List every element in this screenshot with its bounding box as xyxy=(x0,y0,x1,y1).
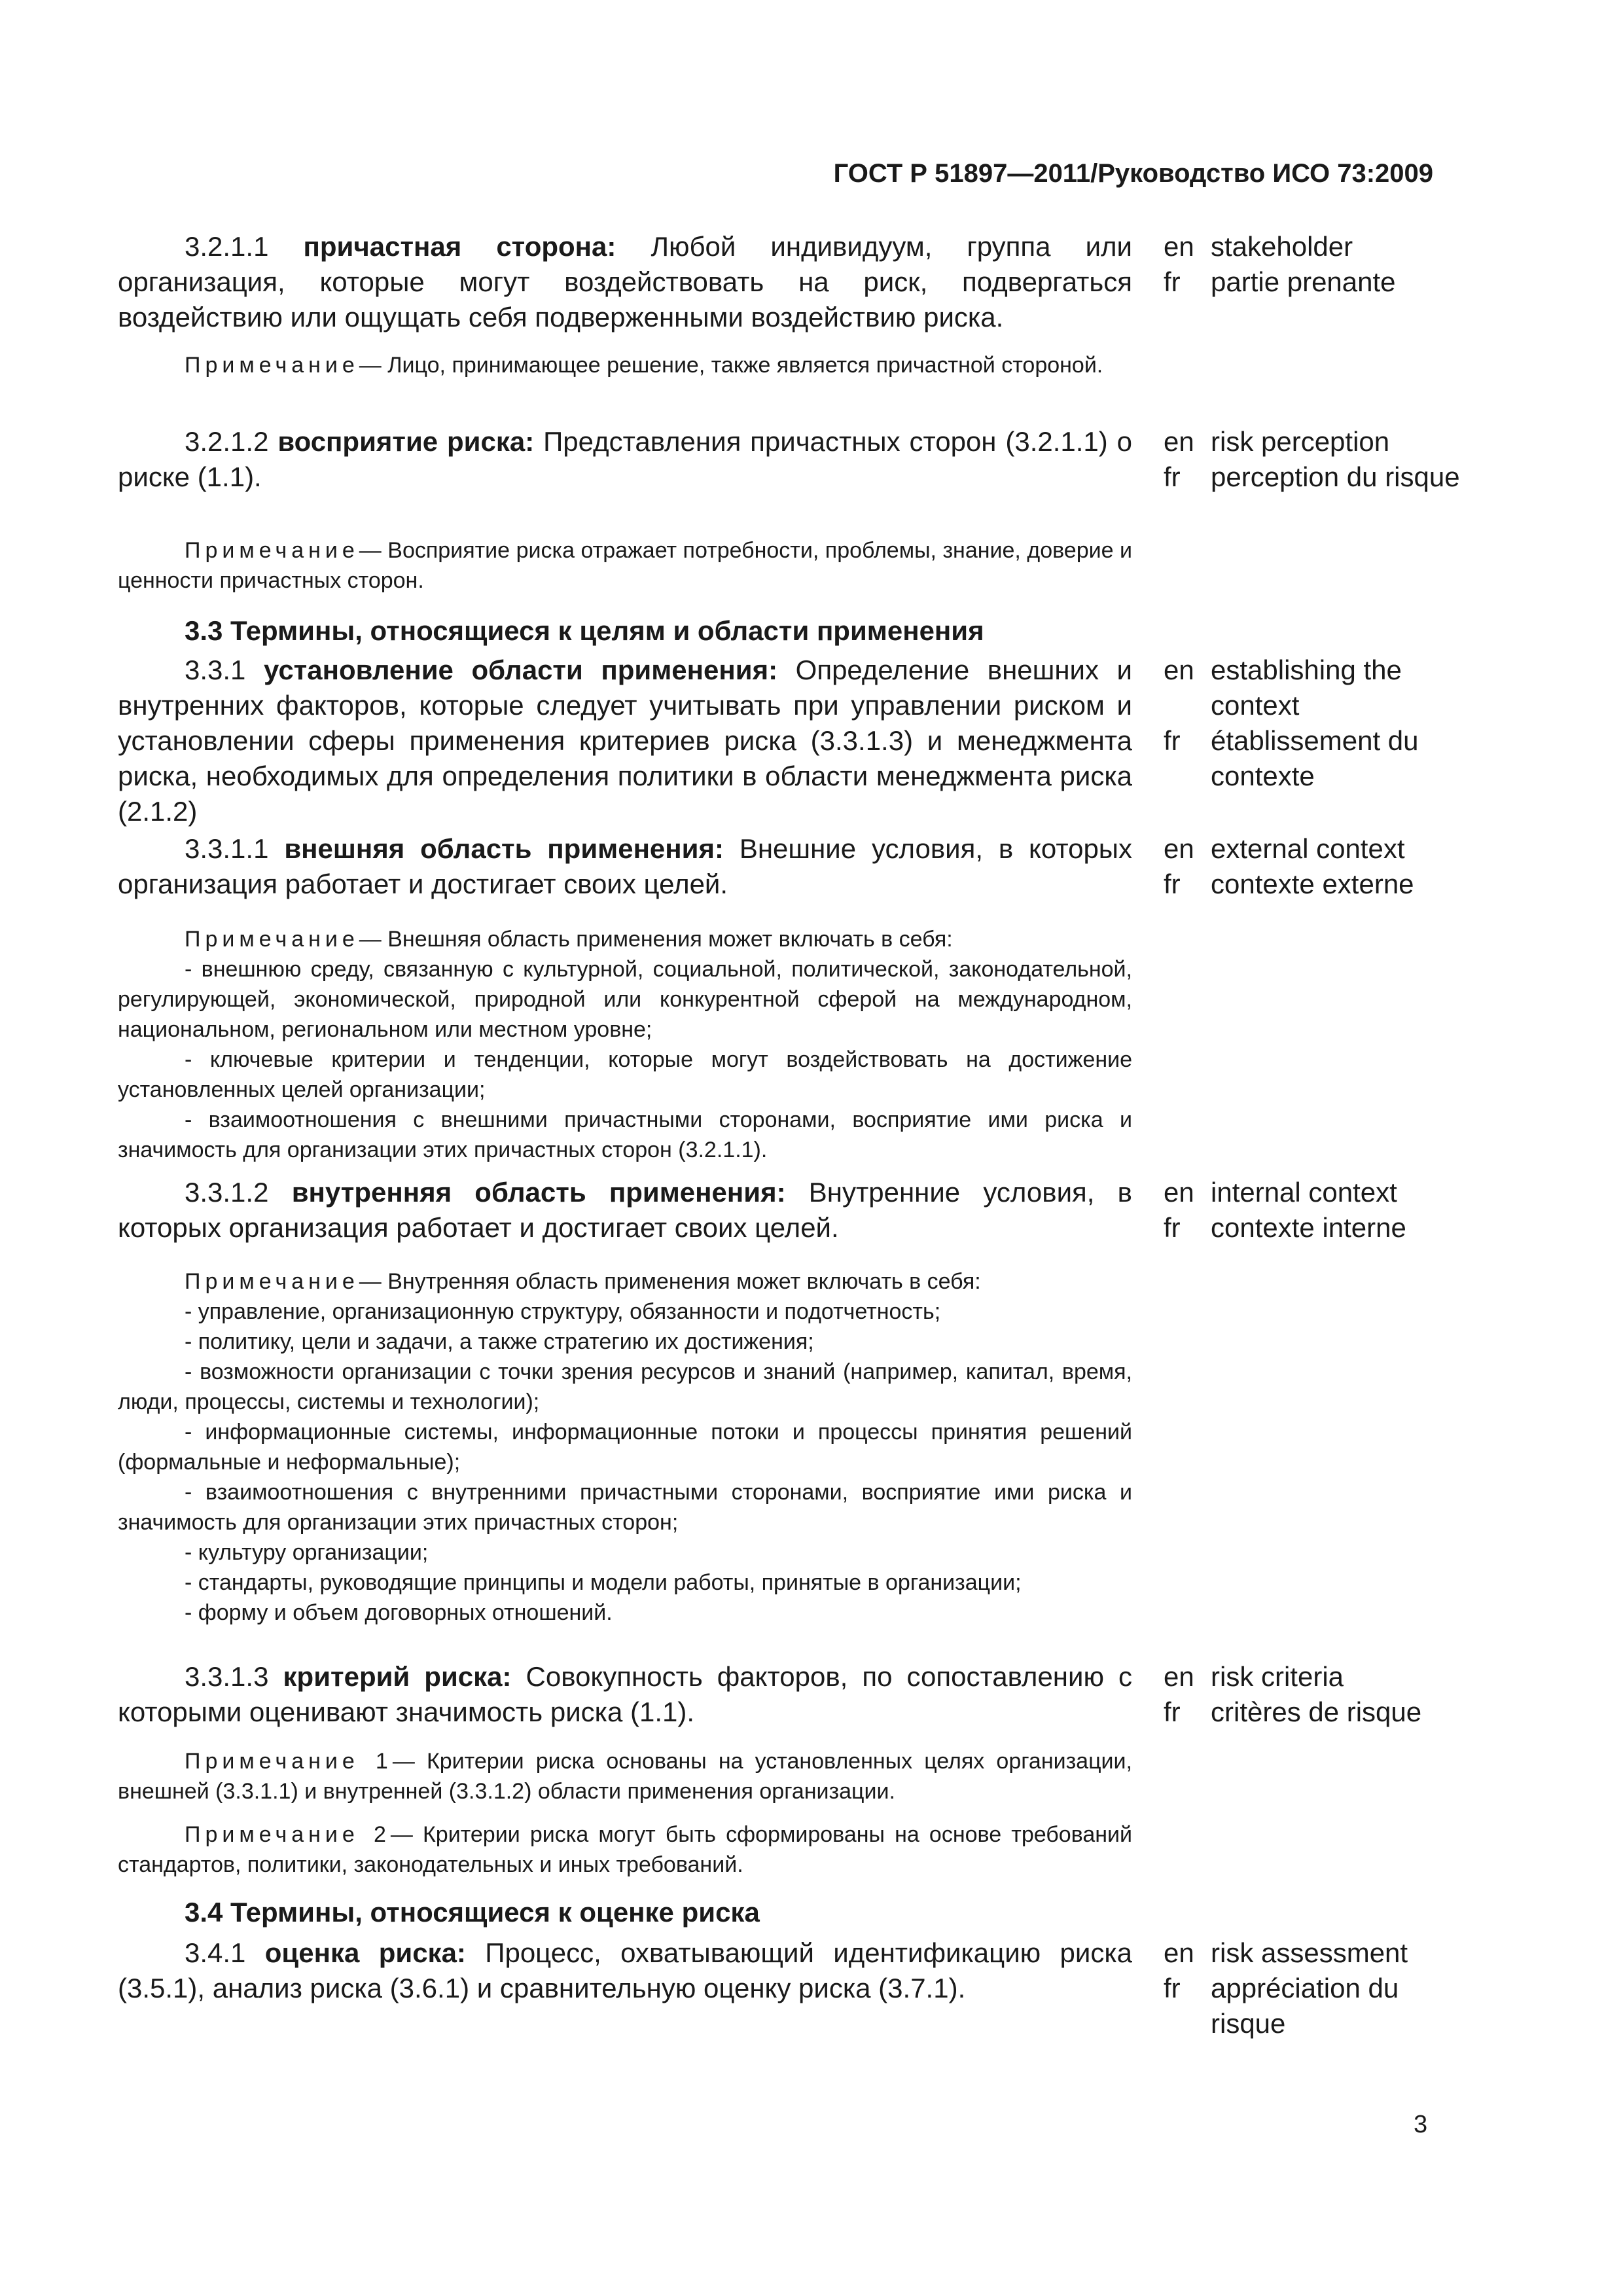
term-entry-3-3-1 xyxy=(118,653,1132,829)
term-definition: Процесс, охватывающий идентификацию риска (3.5.1), анализ риска (3.6.1) и сравнительную оценку риска (3.7.1). xyxy=(118,1937,1133,2003)
term-name: оценка риска: xyxy=(264,1937,466,1968)
translations-3-3-1 xyxy=(1164,653,1438,794)
note-label: Примечание 2 xyxy=(185,1822,391,1847)
note-3-3-1-2 xyxy=(118,1266,1132,1628)
lang-code-en: en xyxy=(1164,833,1194,864)
lang-code-en: en xyxy=(1164,1937,1194,1968)
term-name: восприятие риска: xyxy=(277,426,535,457)
translation-fr: contexte interne xyxy=(1211,1212,1406,1243)
term-definition: Внутренние условия, в которых организация работает и достигает своих целей. xyxy=(118,1177,1132,1243)
lang-code-fr: fr xyxy=(1164,869,1181,899)
note-3-2-1-2 xyxy=(118,535,1132,596)
section-heading-3-4: 3.4 Термины, относящиеся к оценке риска xyxy=(185,1897,760,1928)
term-name: установление области применения: xyxy=(264,655,778,685)
term-number: 3.3.1.2 xyxy=(185,1177,269,1208)
note-list-item: - возможности организации с точки зрения ресурсов и знаний (например, капитал, время, люди, процессы, системы и технологии); xyxy=(118,1359,1132,1414)
note-list-item: - форму и объем договорных отношений. xyxy=(185,1600,613,1625)
term-number: 3.4.1 xyxy=(185,1937,246,1968)
lang-code-en: en xyxy=(1164,426,1194,457)
section-heading-3-3: 3.3 Термины, относящиеся к целям и области применения xyxy=(185,615,984,646)
lang-code-en: en xyxy=(1164,1661,1194,1692)
lang-code-fr: fr xyxy=(1164,461,1181,492)
term-entry-3-3-1-1 xyxy=(118,831,1132,902)
note-list-item: - управление, организационную структуру, обязанности и подотчетность; xyxy=(185,1299,941,1324)
term-entry-3-2-1-2 xyxy=(118,424,1132,495)
term-entry-3-3-1-3 xyxy=(118,1659,1132,1730)
translations-3-2-1-2 xyxy=(1164,424,1471,495)
note-3-3-1-3-2 xyxy=(118,1820,1132,1880)
note-list-item: - информационные системы, информационные потоки и процессы принятия решений (формальные и неформальные); xyxy=(118,1420,1132,1475)
term-definition: Внешние условия, в которых организация работает и достигает своих целей. xyxy=(118,833,1132,899)
term-definition: Определение внешних и внутренних факторов, которые следует учитывать при управлении риском и установлении сферы применения критериев риска (3.3.1.3) и менеджмента риска, необходимых для определения политики в области менеджмента риска (2.1.2) xyxy=(118,655,1133,827)
page-number: 3 xyxy=(1414,2111,1428,2138)
lang-code-en: en xyxy=(1164,231,1194,262)
term-definition: Представления причастных сторон (3.2.1.1) о риске (1.1). xyxy=(118,426,1132,492)
note-text: — Критерии риска могут быть сформированы на основе требований стандартов, политики, законодательных и иных требований. xyxy=(118,1822,1132,1877)
lang-code-en: en xyxy=(1164,1177,1194,1208)
term-name: внутренняя область применения: xyxy=(291,1177,786,1208)
lang-code-fr: fr xyxy=(1164,725,1181,756)
document-header: ГОСТ Р 51897—2011/Руководство ИСО 73:2009 xyxy=(833,159,1433,188)
translation-fr: établissement du contexte xyxy=(1211,725,1419,791)
translations-3-2-1-1 xyxy=(1164,229,1471,300)
term-name: внешняя область применения: xyxy=(284,833,724,864)
translation-fr: contexte externe xyxy=(1211,869,1414,899)
note-3-3-1-3-1 xyxy=(118,1746,1132,1806)
note-3-3-1-1 xyxy=(118,924,1132,1165)
term-entry-3-3-1-2 xyxy=(118,1175,1132,1246)
note-list-item: - политику, цели и задачи, а также стратегию их достижения; xyxy=(185,1329,814,1354)
translation-en: risk perception xyxy=(1211,426,1390,457)
lang-code-fr: fr xyxy=(1164,1696,1181,1727)
note-list-item: - стандарты, руководящие принципы и модели работы, принятые в организации; xyxy=(185,1570,1022,1595)
note-label: Примечание xyxy=(185,1269,359,1294)
note-list-item: - внешнюю среду, связанную с культурной, социальной, политической, законодательной, регулирующей, экономической, природной или конкурентной сферой на международном, национальном, региональном или местном уровне; xyxy=(118,957,1132,1042)
note-text: — Восприятие риска отражает потребности, проблемы, знание, доверие и ценности причастных сторон. xyxy=(118,538,1132,593)
translations-3-3-1-1 xyxy=(1164,831,1471,902)
note-label: Примечание xyxy=(185,927,359,952)
translations-3-3-1-3 xyxy=(1164,1659,1471,1730)
term-number: 3.3.1.1 xyxy=(185,833,269,864)
note-text: — Внутренняя область применения может включать в себя: xyxy=(359,1269,981,1294)
lang-code-en: en xyxy=(1164,655,1194,685)
note-list-item: - взаимоотношения с внешними причастными сторонами, восприятие ими риска и значимость для организации этих причастных сторон (3.2.1.1). xyxy=(118,1107,1132,1162)
lang-code-fr: fr xyxy=(1164,1212,1181,1243)
lang-code-fr: fr xyxy=(1164,266,1181,297)
translations-3-3-1-2 xyxy=(1164,1175,1471,1246)
note-label: Примечание 1 xyxy=(185,1749,393,1774)
note-text: — Внешняя область применения может включать в себя: xyxy=(359,927,953,952)
translation-en: external context xyxy=(1211,833,1405,864)
term-definition: Совокупность факторов, по сопоставлению с которыми оценивают значимость риска (1.1). xyxy=(118,1661,1133,1727)
term-number: 3.2.1.1 xyxy=(185,231,269,262)
note-list-item: - взаимоотношения с внутренними причастными сторонами, восприятие ими риска и значимость для организации этих причастных сторон; xyxy=(118,1480,1132,1535)
term-entry-3-4-1 xyxy=(118,1935,1132,2006)
note-3-2-1-1 xyxy=(118,350,1132,380)
term-entry-3-2-1-1 xyxy=(118,229,1132,335)
translation-fr: perception du risque xyxy=(1211,461,1460,492)
translation-en: stakeholder xyxy=(1211,231,1353,262)
term-name: критерий риска: xyxy=(283,1661,512,1692)
translation-en: risk criteria xyxy=(1211,1661,1344,1692)
lang-code-fr: fr xyxy=(1164,1973,1181,2003)
note-text: — Критерии риска основаны на установленных целях организации, внешней (3.3.1.1) и внутренней (3.3.1.2) области применения организации. xyxy=(118,1749,1132,1804)
term-number: 3.3.1.3 xyxy=(185,1661,269,1692)
note-label: Примечание xyxy=(185,538,359,563)
term-definition: Любой индивидуум, группа или организация, которые могут воздействовать на риск, подвергаться воздействию или ощущать себя подверженными воздействию риска. xyxy=(118,231,1133,332)
term-number: 3.2.1.2 xyxy=(185,426,269,457)
translation-en: risk assessment xyxy=(1211,1937,1408,1968)
translation-en: internal context xyxy=(1211,1177,1397,1208)
note-list-item: - культуру организации; xyxy=(185,1540,429,1565)
note-text: — Лицо, принимающее решение, также является причастной стороной. xyxy=(359,353,1103,378)
term-name: причастная сторона: xyxy=(303,231,616,262)
term-number: 3.3.1 xyxy=(185,655,246,685)
translation-fr: partie prenante xyxy=(1211,266,1396,297)
note-label: Примечание xyxy=(185,353,359,378)
note-list-item: - ключевые критерии и тенденции, которые могут воздействовать на достижение установленных целей организации; xyxy=(118,1047,1132,1102)
translation-en: establishing the context xyxy=(1211,655,1402,721)
translation-fr: appréciation du risque xyxy=(1211,1973,1399,2039)
translation-fr: critères de risque xyxy=(1211,1696,1422,1727)
translations-3-4-1 xyxy=(1164,1935,1438,2041)
